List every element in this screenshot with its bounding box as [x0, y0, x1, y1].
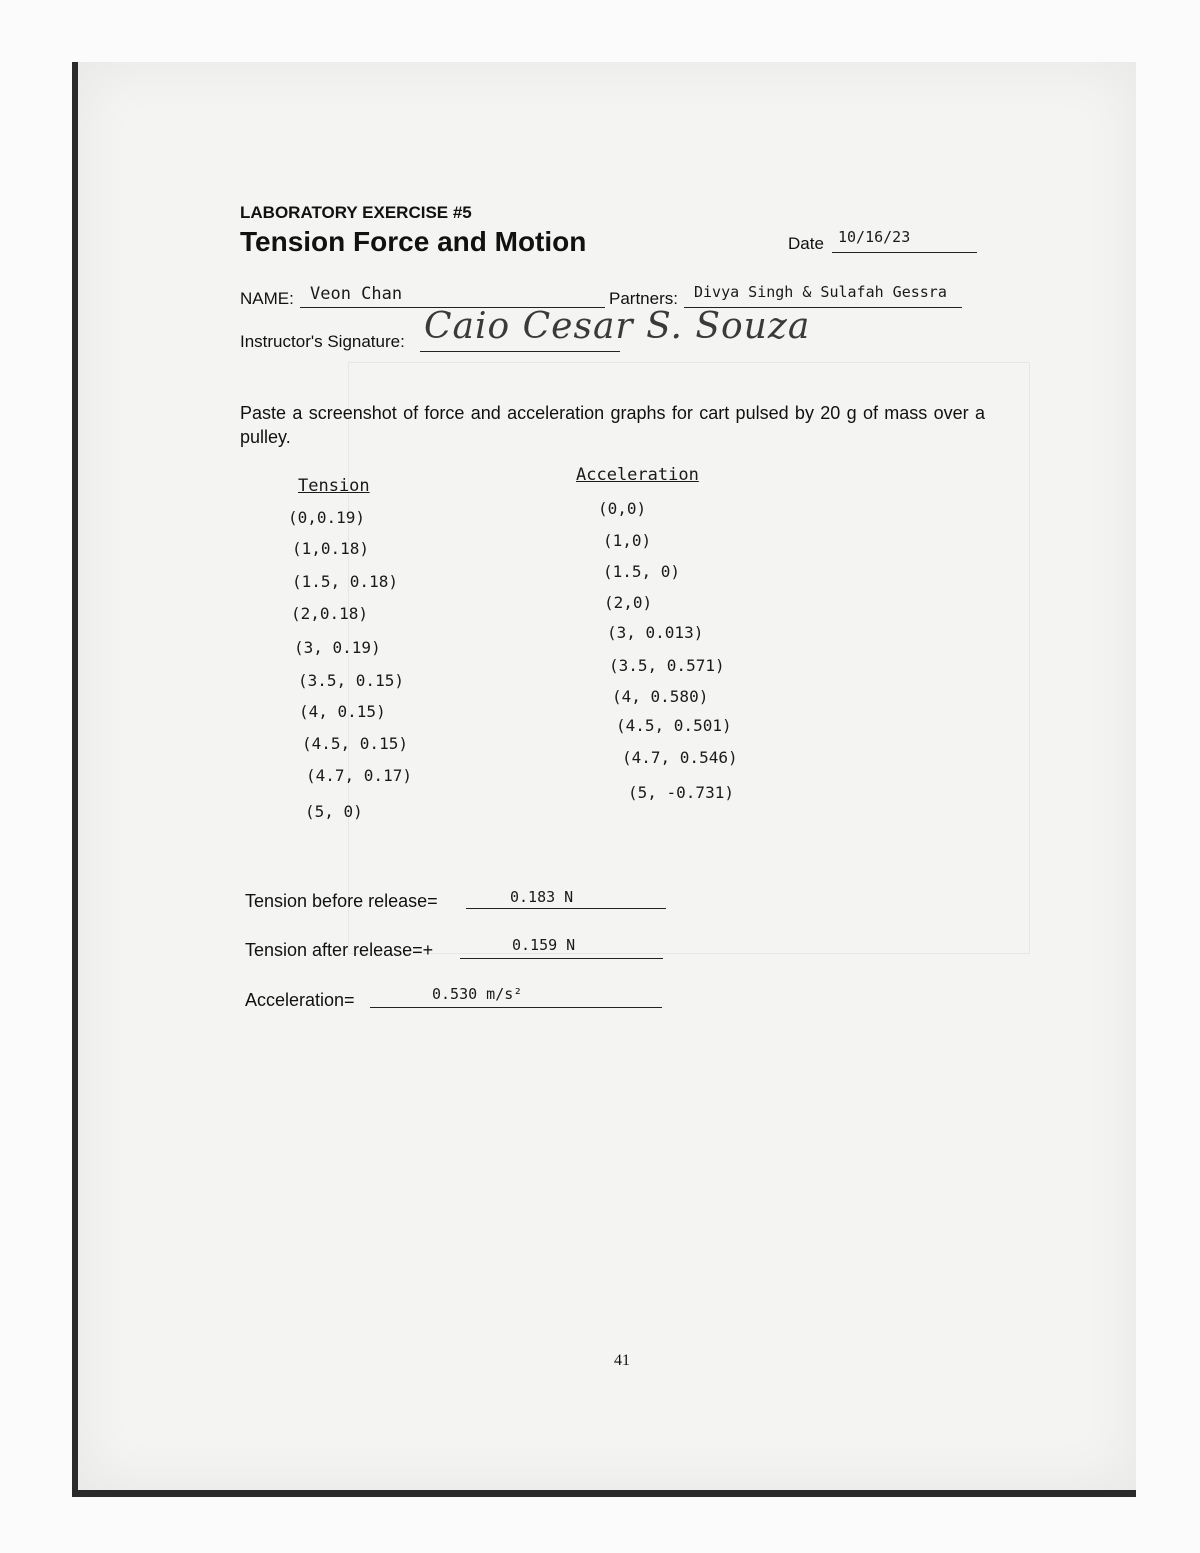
- acceleration-point: (1,0): [603, 531, 652, 550]
- acceleration-point: (5, -0.731): [628, 783, 734, 802]
- signature-label: Instructor's Signature:: [240, 332, 405, 351]
- signature-underline: [420, 351, 620, 352]
- tension-point: (1,0.18): [292, 539, 370, 558]
- tension-point: (2,0.18): [291, 604, 369, 623]
- tension-before-label: Tension before release=: [245, 891, 438, 911]
- page-number: 41: [614, 1352, 630, 1369]
- acceleration-label: Acceleration=: [245, 990, 355, 1010]
- partners-label: Partners:: [609, 289, 678, 308]
- acceleration-point: (4.7, 0.546): [622, 748, 738, 767]
- acceleration-point: (1.5, 0): [603, 562, 681, 581]
- tension-point: (4.5, 0.15): [302, 734, 408, 753]
- tension-point: (4.7, 0.17): [306, 766, 412, 785]
- instructor-signature: Caio Cesar S. Souza: [424, 306, 811, 347]
- date-value: 10/16/23: [838, 228, 911, 246]
- tension-before-underline: [466, 908, 666, 909]
- acceleration-point: (3.5, 0.571): [609, 656, 725, 675]
- date-label: Date: [788, 234, 824, 253]
- page-title: Tension Force and Motion: [240, 226, 587, 257]
- tension-column-header: Tension: [298, 476, 370, 496]
- tension-point: (0,0.19): [288, 508, 366, 527]
- acceleration-point: (0,0): [598, 499, 647, 518]
- date-underline: [832, 252, 977, 253]
- tension-point: (5, 0): [305, 802, 363, 821]
- tension-point: (4, 0.15): [299, 702, 386, 721]
- acceleration-column-header: Acceleration: [576, 465, 699, 485]
- acceleration-point: (2,0): [604, 593, 653, 612]
- acceleration-underline: [370, 1007, 662, 1008]
- name-label: NAME:: [240, 289, 294, 308]
- tension-point: (3.5, 0.15): [298, 671, 404, 690]
- tension-before-value: 0.183 N: [510, 888, 574, 906]
- tension-after-underline: [460, 958, 663, 959]
- acceleration-point: (3, 0.013): [607, 623, 704, 642]
- name-value: Veon Chan: [310, 284, 403, 304]
- acceleration-point: (4, 0.580): [612, 687, 709, 706]
- partners-value: Divya Singh & Sulafah Gessra: [694, 283, 947, 301]
- instructions-text: Paste a screenshot of force and acceleration graphs for cart pulsed by 20 g of mass over a pulley.: [240, 403, 985, 447]
- tension-after-value: 0.159 N: [512, 936, 576, 954]
- acceleration-value: 0.530 m/s²: [432, 985, 523, 1003]
- lab-number: LABORATORY EXERCISE #5: [240, 203, 472, 222]
- tension-after-label: Tension after release=+: [245, 940, 434, 960]
- tension-point: (3, 0.19): [294, 638, 381, 657]
- tension-point: (1.5, 0.18): [292, 572, 398, 591]
- worksheet-page: [72, 62, 1136, 1497]
- acceleration-point: (4.5, 0.501): [616, 716, 732, 735]
